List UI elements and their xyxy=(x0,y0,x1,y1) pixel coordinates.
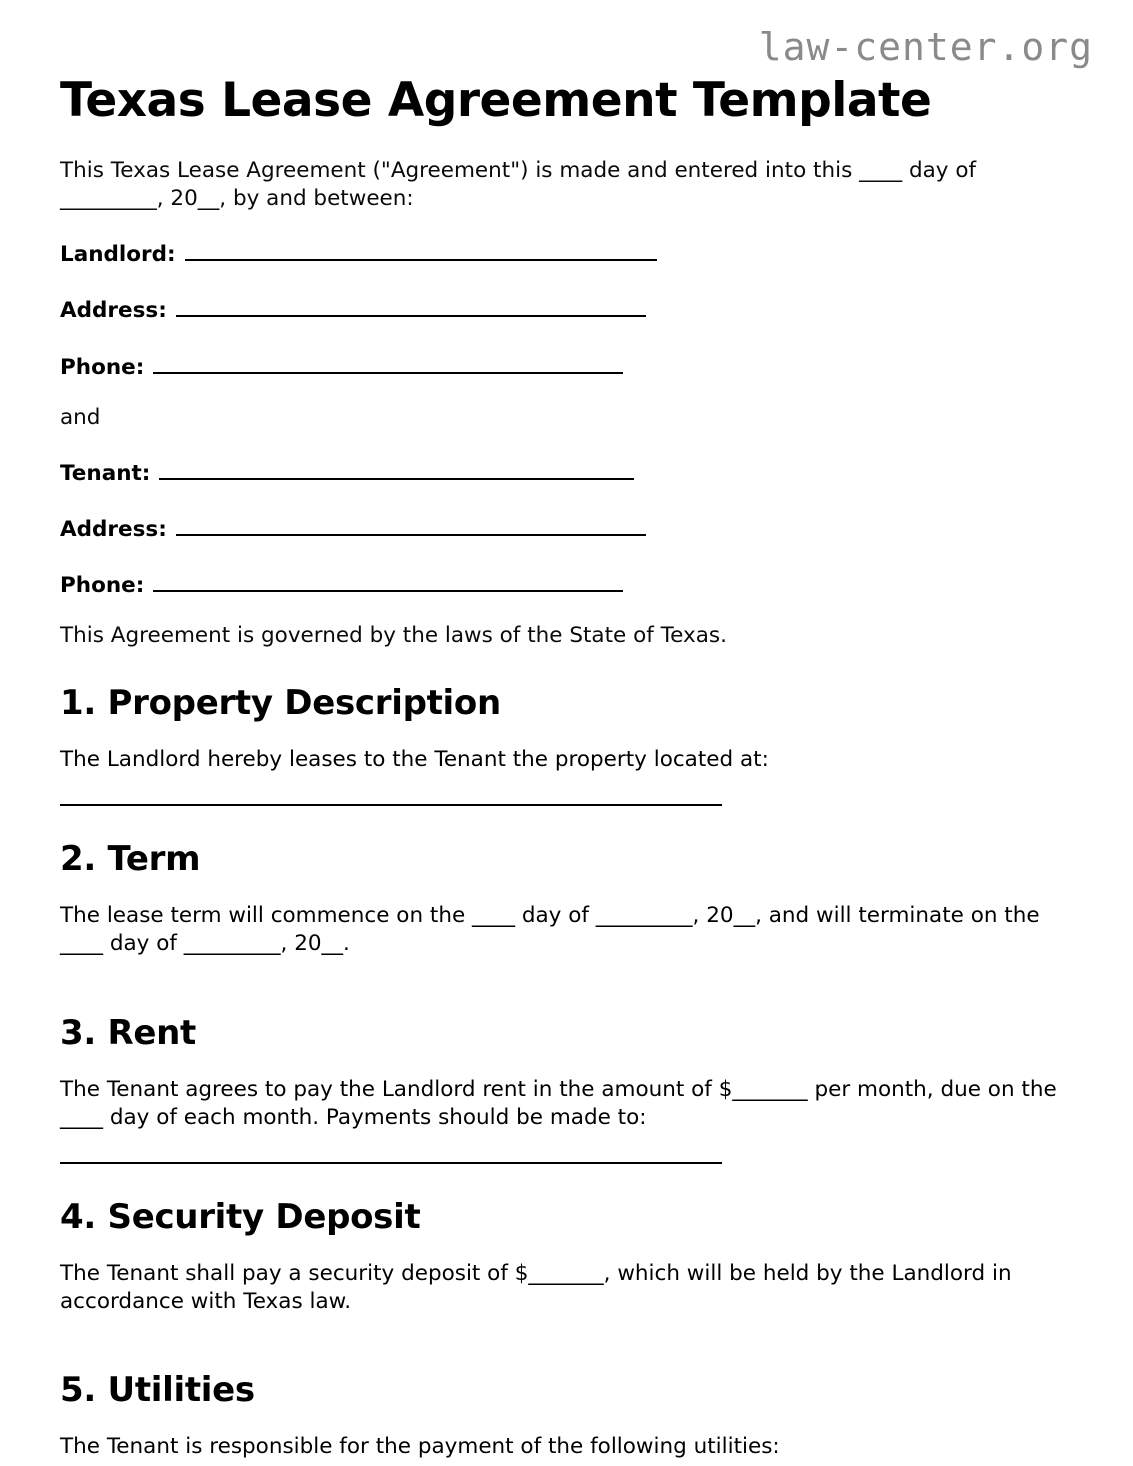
field-row-landlord-name[interactable] xyxy=(60,239,1078,269)
governing-law-paragraph: This Agreement is governed by the laws of the State of Texas. xyxy=(60,623,727,649)
field-row-tenant-phone[interactable] xyxy=(60,570,1078,600)
tenant-address-label: Address: xyxy=(60,517,167,543)
tenant-phone-label: Phone: xyxy=(60,573,145,599)
tenant-address-input[interactable] xyxy=(176,514,646,536)
site-watermark: law-center.org xyxy=(758,25,1093,69)
section-body-rent: The Tenant agrees to pay the Landlord rent in the amount of $_______ per month, due on the ____ day of each month. Payments should be made to: xyxy=(60,1076,1057,1130)
landlord-address-input[interactable] xyxy=(176,295,646,317)
section-heading-security-deposit: 4. Security Deposit xyxy=(60,1196,421,1237)
field-row-tenant-address[interactable] xyxy=(60,514,1078,544)
section-body-property-description: The Landlord hereby leases to the Tenant the property located at: xyxy=(60,747,769,773)
section-body-security-deposit: The Tenant shall pay a security deposit of $_______, which will be held by the Landlord in accordance with Texas law. xyxy=(60,1260,1012,1314)
tenant-name-input[interactable] xyxy=(159,457,634,479)
field-row-tenant-name[interactable] xyxy=(60,457,1078,487)
section-body-term: The lease term will commence on the ____ day of _________, 20__, and will terminate on the ____ day of _________, 20__. xyxy=(60,903,1040,957)
tenant-name-label: Tenant: xyxy=(60,460,151,486)
landlord-address-label: Address: xyxy=(60,298,167,324)
landlord-name-input[interactable] xyxy=(185,239,657,261)
parties-conjunction: and xyxy=(60,404,101,430)
page-title: Texas Lease Agreement Template xyxy=(60,73,932,128)
field-row-landlord-address[interactable] xyxy=(60,295,1078,325)
section-heading-rent: 3. Rent xyxy=(60,1012,197,1053)
tenant-phone-input[interactable] xyxy=(153,570,623,592)
section-heading-term: 2. Term xyxy=(60,839,201,880)
section-heading-utilities: 5. Utilities xyxy=(60,1370,255,1411)
intro-paragraph: This Texas Lease Agreement ("Agreement") is made and entered into this ____ day of _________, 20__, by and between: xyxy=(60,157,977,211)
landlord-phone-input[interactable] xyxy=(153,351,623,373)
landlord-phone-label: Phone: xyxy=(60,354,145,380)
landlord-name-label: Landlord: xyxy=(60,242,176,268)
section-heading-property-description: 1. Property Description xyxy=(60,683,501,724)
section-body-utilities: The Tenant is responsible for the payment of the following utilities: xyxy=(60,1434,780,1460)
field-row-landlord-phone[interactable] xyxy=(60,351,1078,381)
